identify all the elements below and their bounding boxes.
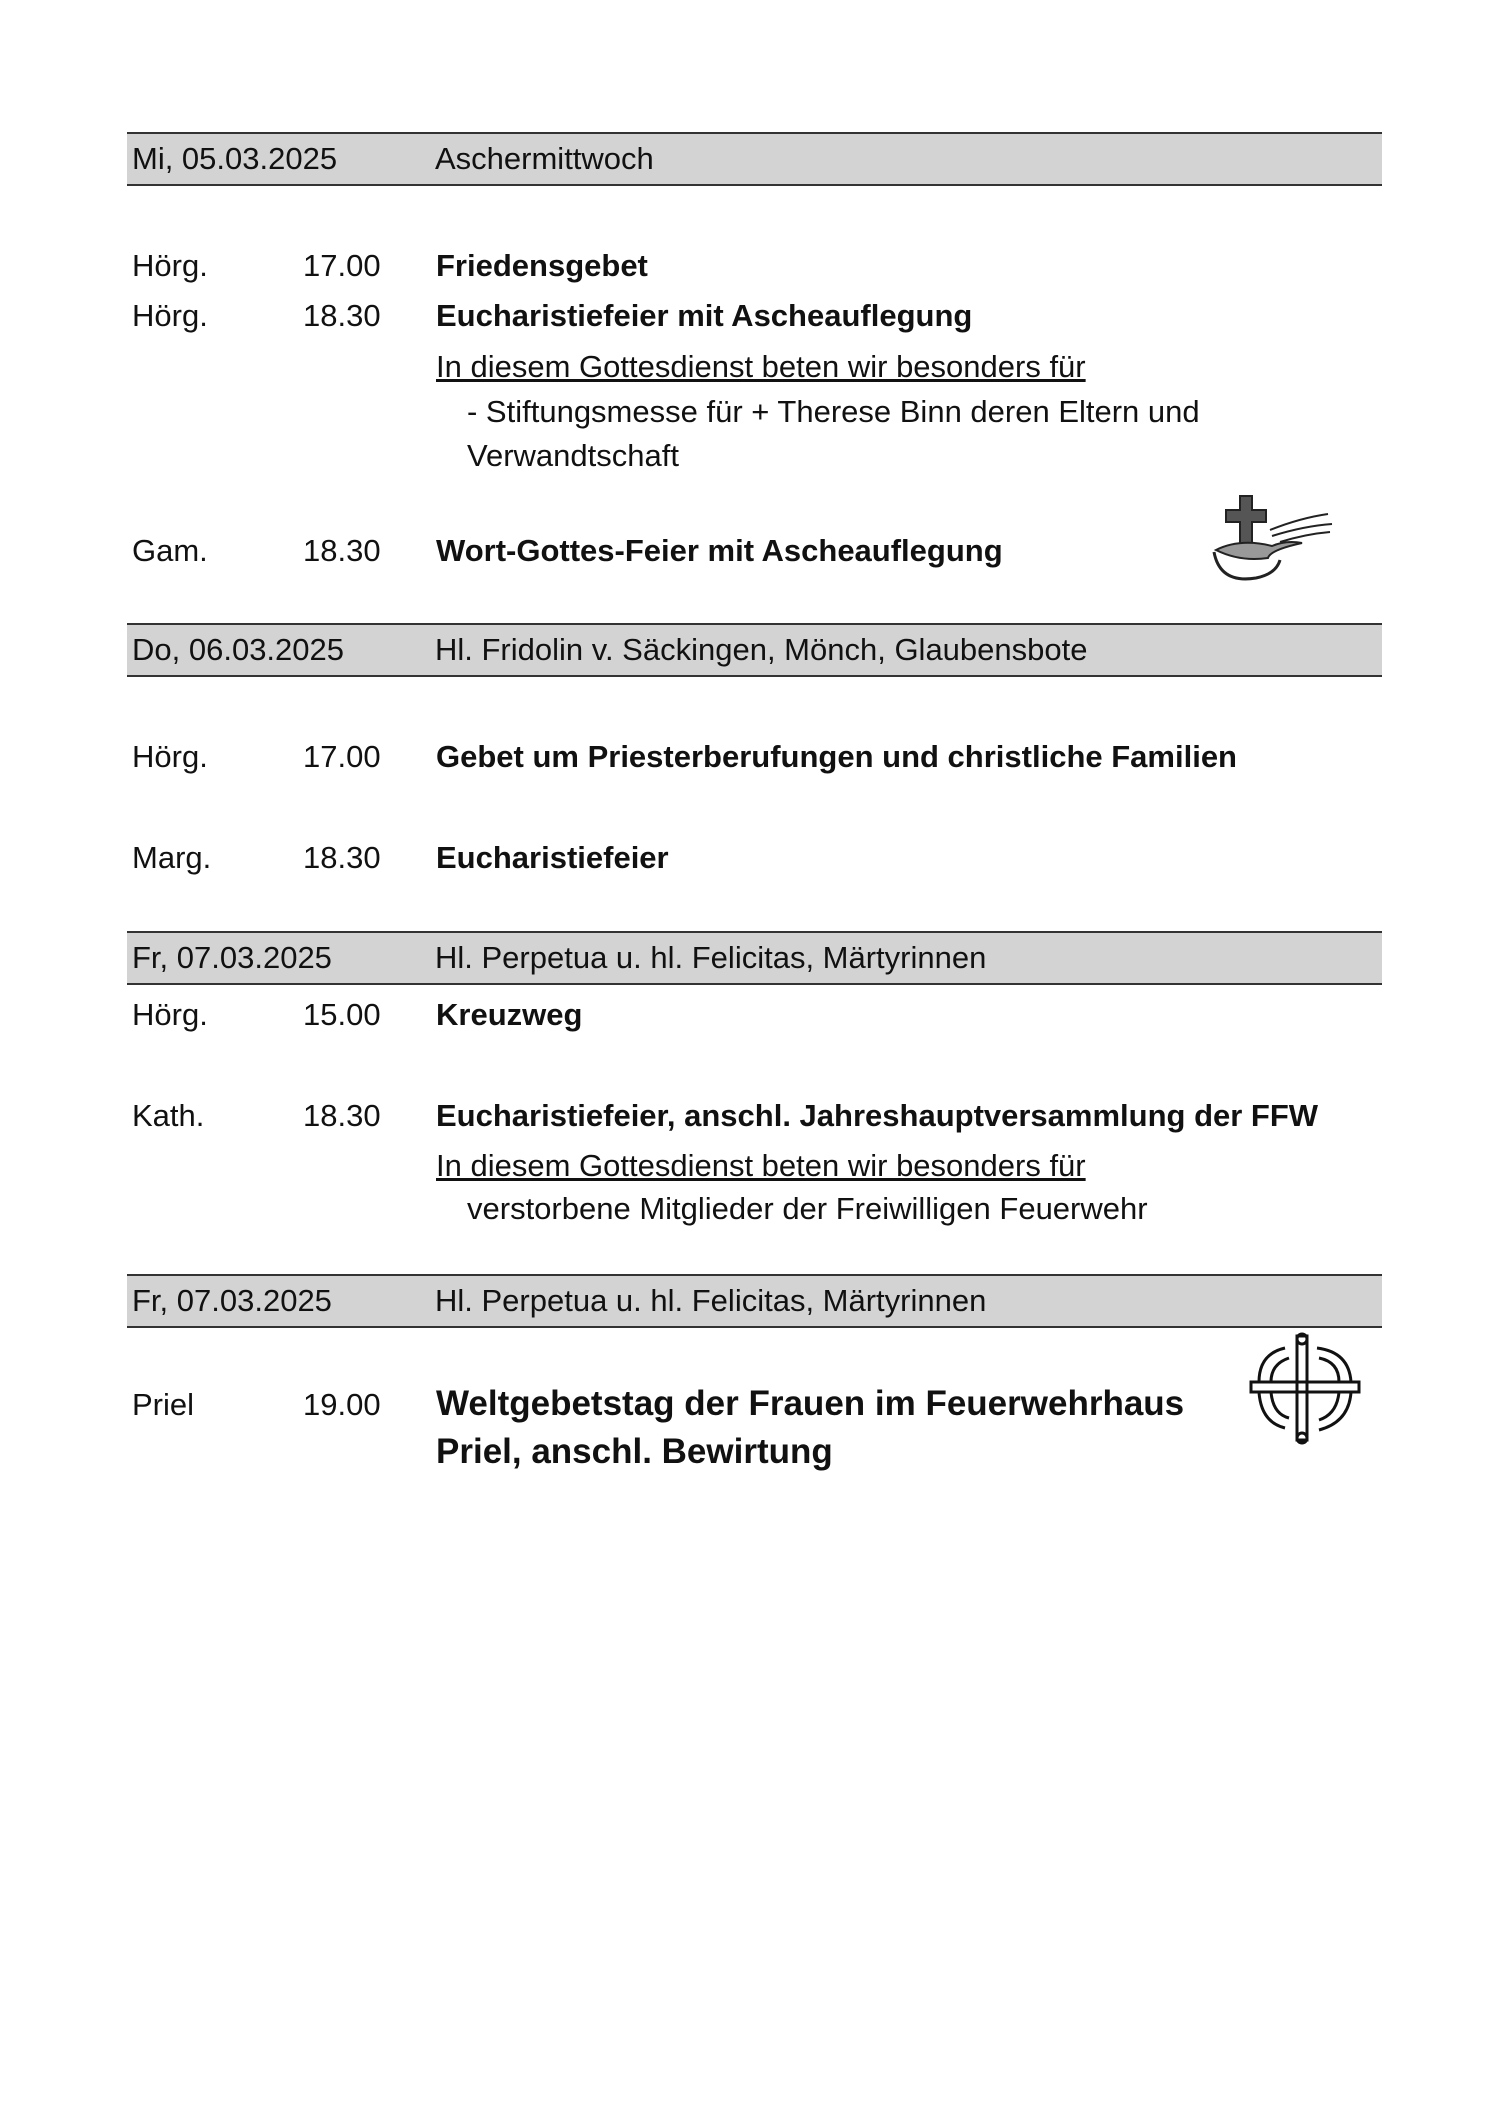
day-date: Mi, 05.03.2025 [132, 141, 338, 176]
service-title: Gebet um Priesterberufungen und christliche Familien [436, 739, 1237, 774]
day-feast: Hl. Fridolin v. Säckingen, Mönch, Glaubensbote [435, 632, 1088, 667]
service-place: Hörg. [132, 298, 208, 333]
service-title: Eucharistiefeier, anschl. Jahreshauptversammlung der FFW [436, 1098, 1319, 1133]
service-place: Priel [132, 1387, 195, 1422]
service-place: Hörg. [132, 997, 208, 1032]
intention-detail: verstorbene Mitglieder der Freiwilligen Feuerwehr [467, 1191, 1148, 1226]
service-place: Marg. [132, 840, 212, 875]
day-date: Do, 06.03.2025 [132, 632, 345, 667]
day-date: Fr, 07.03.2025 [132, 940, 332, 975]
service-time: 15.00 [303, 997, 381, 1032]
day-header-3 [127, 931, 1382, 985]
intention-detail: - Stiftungsmesse für + Therese Binn deren Eltern und Verwandtschaft [467, 394, 1200, 473]
service-place: Hörg. [132, 248, 208, 283]
service-title: Kreuzweg [436, 997, 583, 1032]
day-feast: Aschermittwoch [435, 141, 654, 176]
day-date: Fr, 07.03.2025 [132, 1283, 332, 1318]
service-title: Eucharistiefeier mit Ascheauflegung [436, 298, 973, 333]
day-header-4 [127, 1274, 1382, 1328]
day-feast: Hl. Perpetua u. hl. Felicitas, Märtyrinnen [435, 940, 987, 975]
world-day-of-prayer-logo-icon [1245, 1330, 1365, 1448]
service-title: Weltgebetstag der Frauen im Feuerwehrhaus Priel, anschl. Bewirtung [436, 1384, 1185, 1471]
day-header-1 [127, 132, 1382, 186]
service-time: 18.30 [303, 298, 381, 333]
service-title: Friedensgebet [436, 248, 648, 283]
intention-intro: In diesem Gottesdienst beten wir besonders für [436, 349, 1086, 384]
service-title: Eucharistiefeier [436, 840, 669, 875]
service-time: 18.30 [303, 1098, 381, 1133]
intention-intro: In diesem Gottesdienst beten wir besonders für [436, 1148, 1086, 1183]
service-place: Kath. [132, 1098, 205, 1133]
day-header-2 [127, 623, 1382, 677]
service-time: 17.00 [303, 739, 381, 774]
service-time: 19.00 [303, 1387, 381, 1422]
service-time: 17.00 [303, 248, 381, 283]
day-feast: Hl. Perpetua u. hl. Felicitas, Märtyrinnen [435, 1283, 987, 1318]
service-time: 18.30 [303, 840, 381, 875]
service-place: Gam. [132, 533, 208, 568]
service-place: Hörg. [132, 739, 208, 774]
service-time: 18.30 [303, 533, 381, 568]
service-title: Wort-Gottes-Feier mit Ascheauflegung [436, 533, 1003, 568]
ash-cross-icon [1210, 488, 1335, 588]
